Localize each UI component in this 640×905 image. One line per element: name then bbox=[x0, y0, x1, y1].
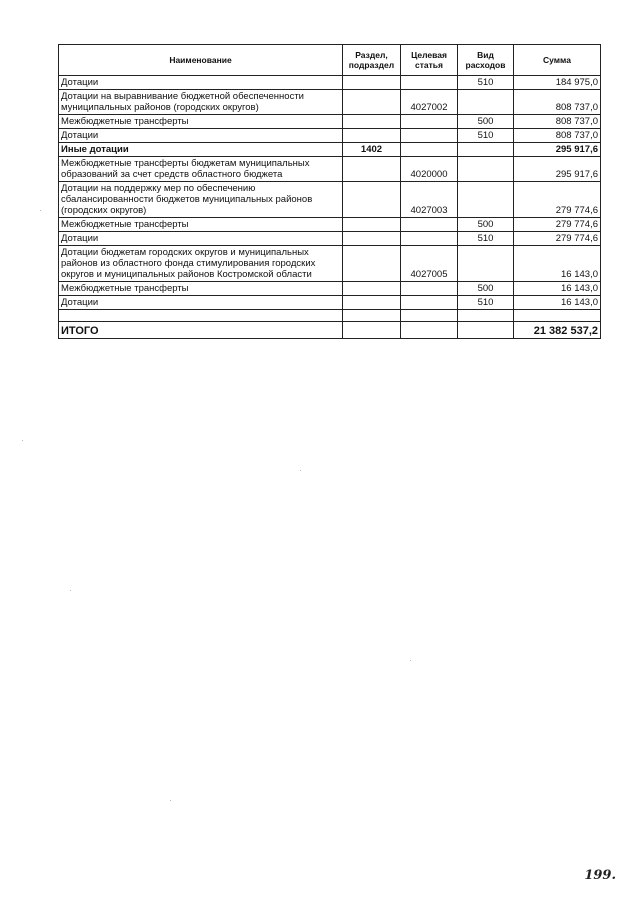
row-section bbox=[343, 246, 401, 282]
row-name: Дотации bbox=[59, 129, 343, 143]
table-row bbox=[59, 282, 601, 296]
table-row bbox=[59, 296, 601, 310]
row-name: Дотации на выравнивание бюджетной обеспеченности муниципальных районов (городских округов) bbox=[59, 90, 343, 115]
budget-table bbox=[58, 44, 601, 339]
row-kind: 510 bbox=[458, 129, 514, 143]
row-sum: 184 975,0 bbox=[514, 76, 601, 90]
row-sum: 16 143,0 bbox=[514, 296, 601, 310]
table-row bbox=[59, 218, 601, 232]
row-kind bbox=[458, 246, 514, 282]
row-section bbox=[343, 115, 401, 129]
row-name: Иные дотации bbox=[59, 143, 343, 157]
row-name: Дотации bbox=[59, 76, 343, 90]
row-target bbox=[401, 296, 458, 310]
row-kind: 510 bbox=[458, 296, 514, 310]
row-kind: 510 bbox=[458, 76, 514, 90]
row-kind: 510 bbox=[458, 232, 514, 246]
row-sum: 279 774,6 bbox=[514, 232, 601, 246]
table-row bbox=[59, 76, 601, 90]
header-sum: Сумма bbox=[514, 45, 601, 76]
total-row bbox=[59, 322, 601, 339]
row-section bbox=[343, 182, 401, 218]
scan-speck bbox=[300, 470, 301, 471]
row-section bbox=[343, 218, 401, 232]
row-name: Межбюджетные трансферты bbox=[59, 282, 343, 296]
row-target: 4020000 bbox=[401, 157, 458, 182]
table-header-row bbox=[59, 45, 601, 76]
table-row bbox=[59, 246, 601, 282]
row-sum: 16 143,0 bbox=[514, 282, 601, 296]
row-name: Межбюджетные трансферты bbox=[59, 115, 343, 129]
scan-speck bbox=[22, 440, 23, 441]
scan-speck bbox=[410, 660, 411, 661]
row-target bbox=[401, 232, 458, 246]
row-sum: 279 774,6 bbox=[514, 182, 601, 218]
row-target bbox=[401, 218, 458, 232]
row-sum: 279 774,6 bbox=[514, 218, 601, 232]
row-sum: 295 917,6 bbox=[514, 143, 601, 157]
row-sum: 808 737,0 bbox=[514, 115, 601, 129]
row-target bbox=[401, 115, 458, 129]
row-target: 4027002 bbox=[401, 90, 458, 115]
row-kind bbox=[458, 182, 514, 218]
scan-speck bbox=[170, 800, 171, 801]
row-name: Межбюджетные трансферты bbox=[59, 218, 343, 232]
row-name: Межбюджетные трансферты бюджетам муниципальных образований за счет средств областного бюджета bbox=[59, 157, 343, 182]
table-row bbox=[59, 182, 601, 218]
row-kind: 500 bbox=[458, 218, 514, 232]
row-target bbox=[401, 76, 458, 90]
row-section bbox=[343, 282, 401, 296]
row-target: 4027005 bbox=[401, 246, 458, 282]
row-kind bbox=[458, 157, 514, 182]
row-target bbox=[401, 282, 458, 296]
table-row bbox=[59, 90, 601, 115]
header-kind: Вид расходов bbox=[458, 45, 514, 76]
row-section: 1402 bbox=[343, 143, 401, 157]
row-sum: 295 917,6 bbox=[514, 157, 601, 182]
total-label: ИТОГО bbox=[59, 322, 343, 339]
row-kind: 500 bbox=[458, 115, 514, 129]
row-section bbox=[343, 90, 401, 115]
row-section bbox=[343, 157, 401, 182]
header-target: Целевая статья bbox=[401, 45, 458, 76]
row-target: 4027003 bbox=[401, 182, 458, 218]
blank-row bbox=[59, 310, 601, 322]
table-row bbox=[59, 232, 601, 246]
page-number: 199. bbox=[584, 868, 616, 883]
row-section bbox=[343, 76, 401, 90]
row-section bbox=[343, 129, 401, 143]
row-name: Дотации бюджетам городских округов и муниципальных районов из областного фонда стимулирования городских округов и муниципальных районов Костромской области bbox=[59, 246, 343, 282]
scan-speck bbox=[70, 590, 71, 591]
table-row bbox=[59, 143, 601, 157]
scan-speck bbox=[40, 210, 41, 211]
row-sum: 808 737,0 bbox=[514, 90, 601, 115]
row-name: Дотации bbox=[59, 232, 343, 246]
row-name: Дотации bbox=[59, 296, 343, 310]
table-row bbox=[59, 115, 601, 129]
row-kind: 500 bbox=[458, 282, 514, 296]
row-name: Дотации на поддержку мер по обеспечению сбалансированности бюджетов муниципальных районов (городских округов) bbox=[59, 182, 343, 218]
row-kind bbox=[458, 143, 514, 157]
row-kind bbox=[458, 90, 514, 115]
row-target bbox=[401, 129, 458, 143]
row-sum: 16 143,0 bbox=[514, 246, 601, 282]
table-row bbox=[59, 157, 601, 182]
row-sum: 808 737,0 bbox=[514, 129, 601, 143]
header-name: Наименование bbox=[59, 45, 343, 76]
total-sum: 21 382 537,2 bbox=[514, 322, 601, 339]
header-section: Раздел, подраздел bbox=[343, 45, 401, 76]
row-target bbox=[401, 143, 458, 157]
row-section bbox=[343, 232, 401, 246]
row-section bbox=[343, 296, 401, 310]
table-row bbox=[59, 129, 601, 143]
